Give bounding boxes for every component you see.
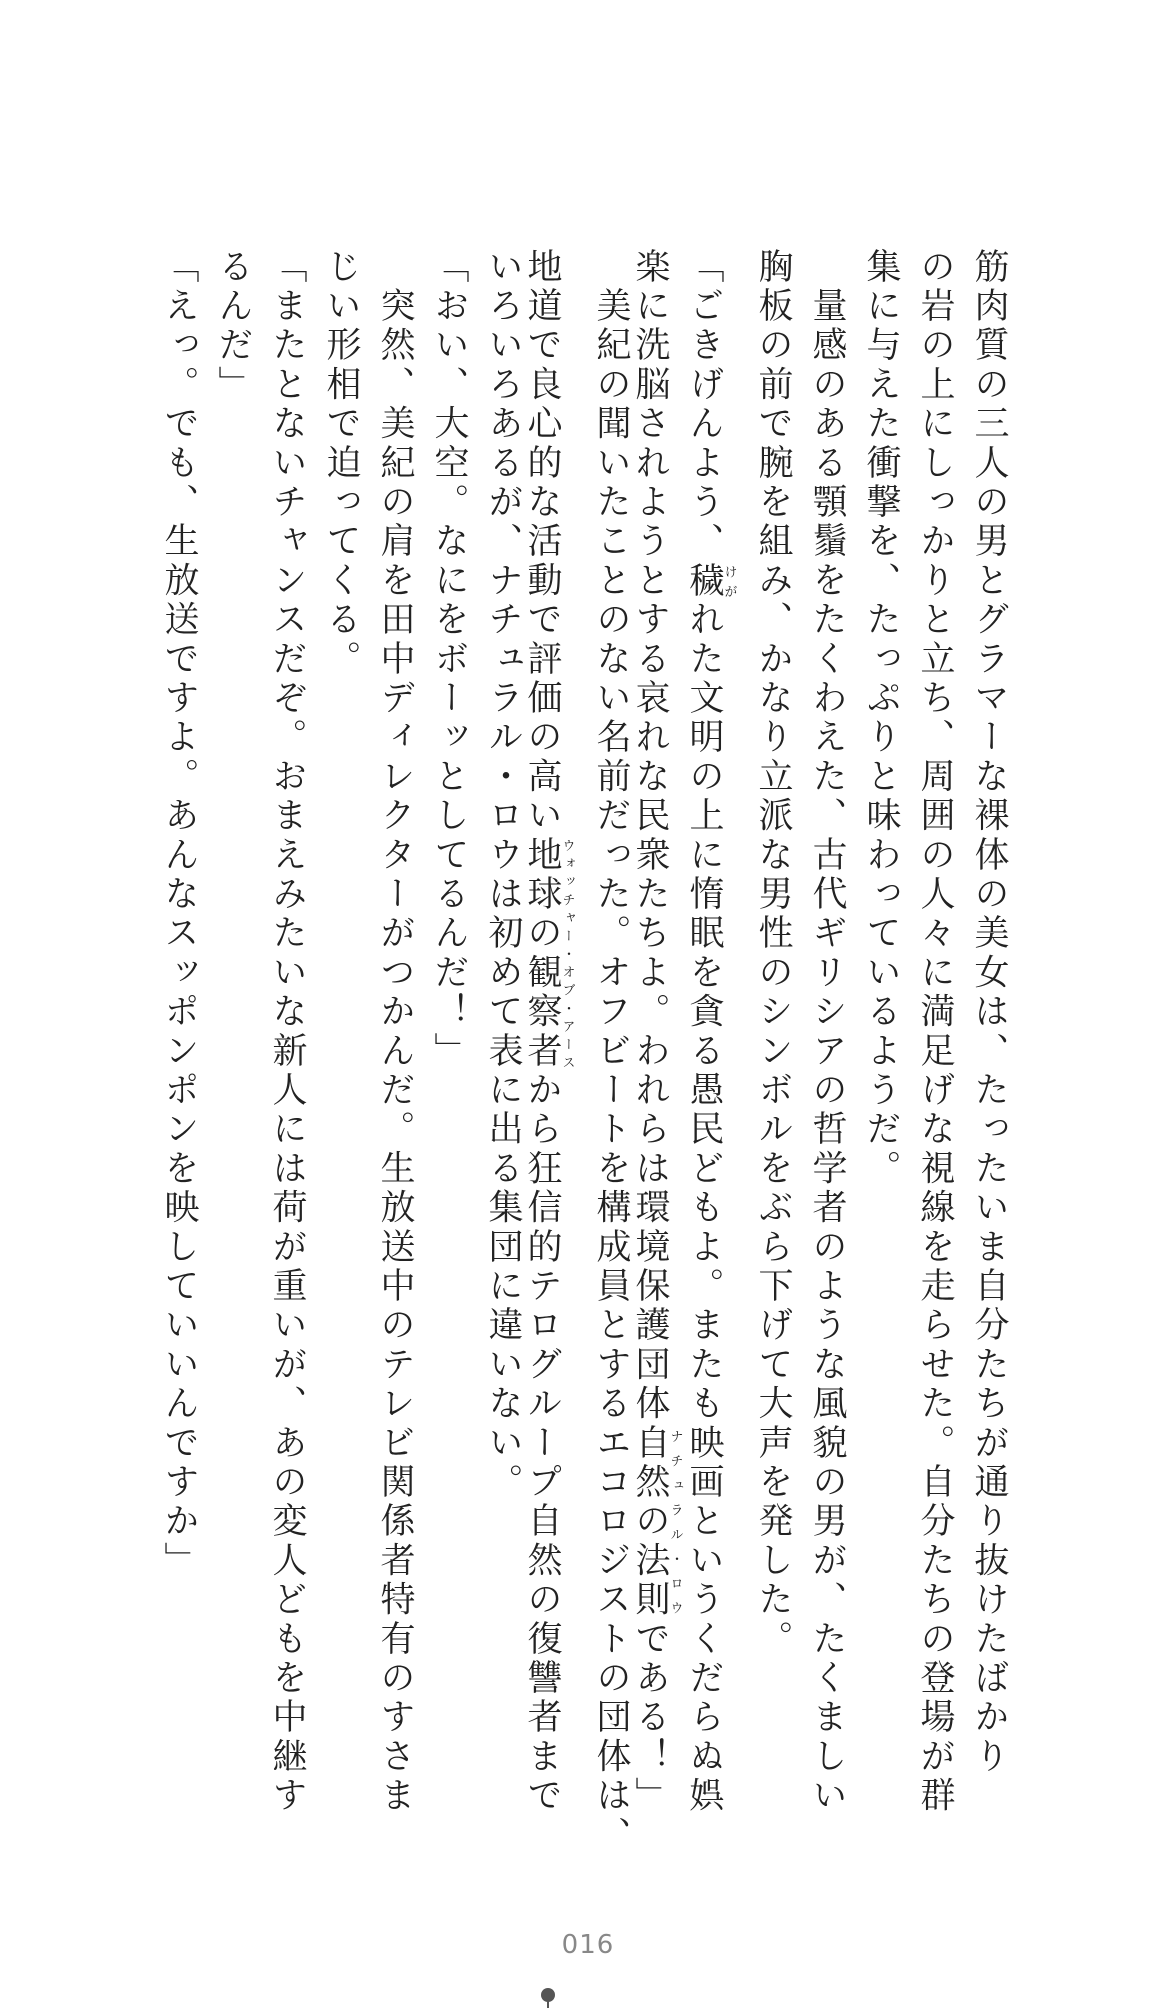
text-column-1: 筋肉質の三人の男とグラマーな裸体の美女は、たったいま自分たちが通り抜けたばかり — [969, 248, 1009, 1777]
body-text — [146, 248, 1009, 1856]
text-column-5: 胸板の前で腕を組み、かなり立派な男性のシンボルをぶら下げて大声を発した。 — [753, 248, 793, 1660]
ruby-kega: 穢けが — [684, 561, 737, 601]
text-column-2: の岩の上にしっかりと立ち、周囲の人々に満足げな視線を走らせた。自分たちの登場が群 — [915, 248, 955, 1816]
text-column-10: いろいろあるが、ナチュラル・ロウは初めて表に出る集団に違いない。 — [483, 248, 523, 1503]
text-column-7: 楽に洗脳されようとする哀れな民衆たちよ。われらは環境保護団体自然の法則ナチュラル・ロウである！」 — [630, 248, 683, 1816]
text-column-11: 「おい、大空。なにをボーッとしてるんだ！」 — [429, 248, 469, 1072]
text-column-8: 美紀の聞いたことのない名前だった。オフビートを構成員とするエコロジストの団体は、 — [591, 248, 631, 1856]
text-column-3: 集に与えた衝撃を、たっぷりと味わっているようだ。 — [861, 248, 901, 1189]
text-column-6: 「ごきげんよう、穢けがれた文明の上に惰眠を貪る愚民どもよ。またも映画というくだらぬ娯 — [684, 248, 737, 1817]
ruby-natural_law: 自然の法則ナチュラル・ロウ — [630, 1424, 683, 1620]
text-column-15: るんだ」 — [213, 248, 253, 405]
ruby-reading: ウォッチャー・オブ・アース — [559, 836, 575, 1072]
text-column-4: 量感のある顎鬚をたくわえた、古代ギリシアの哲学者のような風貌の男が、たくましい — [807, 248, 847, 1816]
ruby-reading: けが — [721, 561, 737, 601]
text-column-13: じい形相で迫ってくる。 — [321, 248, 361, 680]
ruby-reading: ナチュラル・ロウ — [667, 1424, 683, 1620]
page-number: 016 — [561, 1930, 615, 1960]
folio-line — [547, 1998, 549, 2008]
text-column-12: 突然、美紀の肩を田中ディレクターがつかんだ。生放送中のテレビ関係者特有のすさま — [375, 248, 415, 1816]
text-column-9: 地道で良心的な活動で評価の高い地球の観察者ウォッチャー・オブ・アースから狂信的テログループ自然の復讐者まで — [522, 248, 575, 1817]
ruby-watcher_of_earth: 地球の観察者ウォッチャー・オブ・アース — [522, 836, 575, 1072]
text-column-16: 「えっ。でも、生放送ですよ。あんなスッポンポンを映していいんですか」 — [159, 248, 199, 1581]
text-column-14: 「またとないチャンスだぞ。おまえみたいな新人には荷が重いが、あの変人どもを中継す — [267, 248, 307, 1816]
